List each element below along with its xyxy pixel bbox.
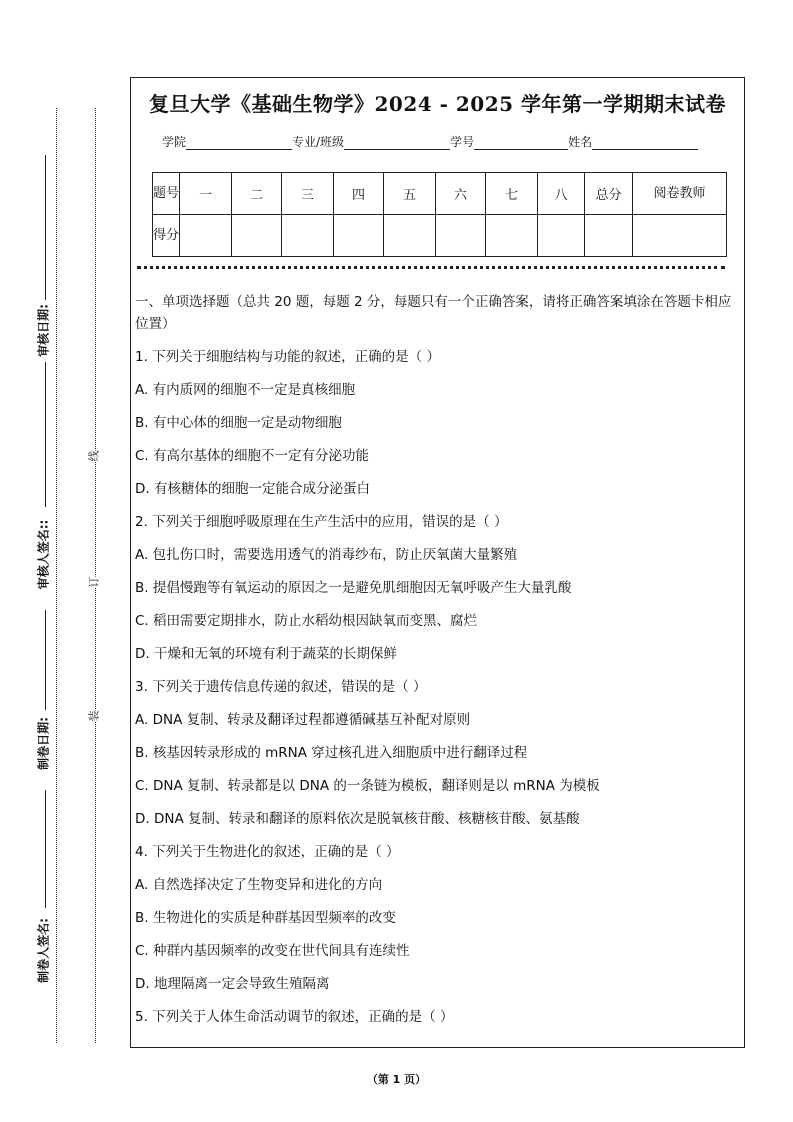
question-4-option-c: C. 种群内基因频率的改变在世代间具有连续性 bbox=[135, 943, 410, 959]
score-table bbox=[152, 172, 727, 257]
header-cell-6: 六 bbox=[436, 173, 486, 215]
question-1-option-d: D. 有核糖体的细胞一定能合成分泌蛋白 bbox=[135, 481, 370, 497]
question-1-stem: 1. 下列关于细胞结构与功能的叙述，正确的是（ ） bbox=[135, 349, 440, 365]
reviewer-sign-line bbox=[45, 362, 46, 507]
page-number: （第 1 页） bbox=[366, 1073, 427, 1086]
header-cell-grader: 阅卷教师 bbox=[633, 173, 727, 215]
maker-sign-label: 制卷人签名: bbox=[36, 918, 51, 983]
student-id-field[interactable] bbox=[474, 135, 568, 150]
question-1-option-c: C. 有高尔基体的细胞不一定有分泌功能 bbox=[135, 448, 370, 464]
section-divider-dots bbox=[137, 266, 725, 269]
question-3-option-c: C. DNA 复制、转录都是以 DNA 的一条链为模板，翻译则是以 mRNA 为模板 bbox=[135, 778, 600, 794]
score-row-label: 得分 bbox=[153, 215, 180, 257]
score-cell[interactable] bbox=[486, 215, 538, 257]
reviewer-sign-label: 审核人签名:: bbox=[36, 519, 51, 590]
make-date-line bbox=[45, 610, 46, 710]
college-field[interactable] bbox=[186, 135, 292, 150]
question-body bbox=[135, 291, 739, 1038]
score-table-header-row bbox=[153, 173, 727, 215]
score-cell[interactable] bbox=[384, 215, 436, 257]
binding-dotted-line-inner bbox=[95, 108, 96, 1043]
header-cell-1: 一 bbox=[180, 173, 232, 215]
score-cell[interactable] bbox=[334, 215, 384, 257]
name-label: 姓名 bbox=[568, 135, 593, 149]
header-cell-8: 八 bbox=[538, 173, 585, 215]
header-cell-total: 总分 bbox=[585, 173, 633, 215]
review-date-label: 审核日期: bbox=[36, 304, 51, 357]
question-4-option-b: B. 生物进化的实质是种群基因型频率的改变 bbox=[135, 910, 396, 926]
score-cell[interactable] bbox=[585, 215, 633, 257]
question-3-option-b: B. 核基因转录形成的 mRNA 穿过核孔进入细胞质中进行翻译过程 bbox=[135, 745, 528, 761]
college-label: 学院 bbox=[162, 135, 187, 149]
question-1-option-b: B. 有中心体的细胞一定是动物细胞 bbox=[135, 415, 342, 431]
question-1-option-a: A. 有内质网的细胞不一定是真核细胞 bbox=[135, 382, 356, 398]
binding-dotted-line-outer bbox=[56, 108, 57, 1043]
binding-mark-staple: 订 bbox=[87, 576, 101, 588]
header-cell-5: 五 bbox=[384, 173, 436, 215]
header-cell-4: 四 bbox=[334, 173, 384, 215]
student-id-label: 学号 bbox=[450, 135, 475, 149]
binding-mark-line: 线 bbox=[87, 450, 101, 462]
name-field[interactable] bbox=[592, 135, 698, 150]
question-3-option-a: A. DNA 复制、转录及翻译过程都遵循碱基互补配对原则 bbox=[135, 712, 471, 728]
question-2-option-c: C. 稻田需要定期排水，防止水稻幼根因缺氧而变黑、腐烂 bbox=[135, 613, 478, 629]
major-class-label: 专业/班级 bbox=[292, 135, 345, 149]
exam-title: 复旦大学《基础生物学》2024 - 2025 学年第一学期期末试卷 bbox=[148, 92, 727, 116]
question-3-stem: 3. 下列关于遗传信息传递的叙述，错误的是（ ） bbox=[135, 679, 427, 695]
header-cell-number: 题号 bbox=[153, 173, 180, 215]
question-2-stem: 2. 下列关于细胞呼吸原理在生产生活中的应用，错误的是（ ） bbox=[135, 514, 508, 530]
binding-mark-bind: 装 bbox=[87, 710, 101, 722]
question-5-stem: 5. 下列关于人体生命活动调节的叙述，正确的是（ ） bbox=[135, 1009, 454, 1025]
score-cell[interactable] bbox=[633, 215, 727, 257]
header-cell-7: 七 bbox=[486, 173, 538, 215]
question-4-option-a: A. 自然选择决定了生物变异和进化的方向 bbox=[135, 877, 383, 893]
question-4-stem: 4. 下列关于生物进化的叙述，正确的是（ ） bbox=[135, 844, 400, 860]
question-2-option-d: D. 干燥和无氧的环境有利于蔬菜的长期保鲜 bbox=[135, 646, 397, 662]
major-class-field[interactable] bbox=[344, 135, 450, 150]
section-intro: 一、单项选择题（总共 20 题，每题 2 分，每题只有一个正确答案，请将正确答案填涂在答题卡相应位置） bbox=[135, 294, 732, 332]
review-date-line bbox=[45, 155, 46, 300]
student-info-row bbox=[162, 132, 722, 150]
question-2-option-b: B. 提倡慢跑等有氧运动的原因之一是避免肌细胞因无氧呼吸产生大量乳酸 bbox=[135, 580, 572, 596]
question-4-option-d: D. 地理隔离一定会导致生殖隔离 bbox=[135, 976, 330, 992]
maker-sign-line bbox=[45, 790, 46, 908]
score-cell[interactable] bbox=[436, 215, 486, 257]
score-cell[interactable] bbox=[282, 215, 334, 257]
score-cell[interactable] bbox=[232, 215, 282, 257]
score-cell[interactable] bbox=[538, 215, 585, 257]
make-date-label: 制卷日期: bbox=[36, 717, 51, 770]
question-2-option-a: A. 包扎伤口时，需要选用透气的消毒纱布，防止厌氧菌大量繁殖 bbox=[135, 547, 518, 563]
question-3-option-d: D. DNA 复制、转录和翻译的原料依次是脱氧核苷酸、核糖核苷酸、氨基酸 bbox=[135, 811, 580, 827]
score-table-score-row bbox=[153, 215, 727, 257]
score-cell[interactable] bbox=[180, 215, 232, 257]
header-cell-2: 二 bbox=[232, 173, 282, 215]
header-cell-3: 三 bbox=[282, 173, 334, 215]
